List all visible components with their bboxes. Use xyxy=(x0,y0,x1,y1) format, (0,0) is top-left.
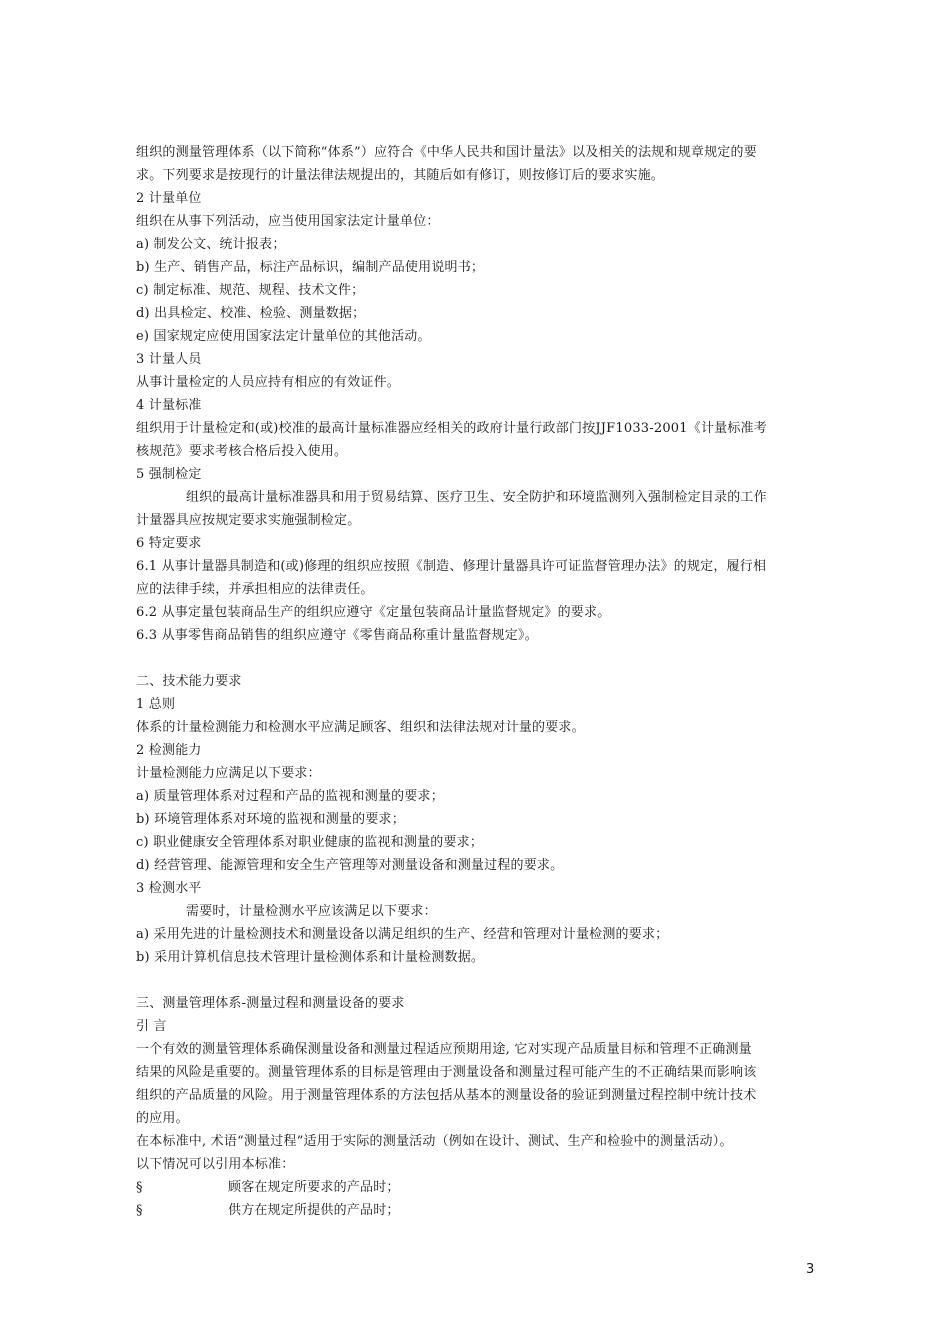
paragraph-line: 组织用于计量检定和(或)校准的最高计量标准器应经相关的政府计量行政部门按JJF1033-2001《计量标准考 xyxy=(136,421,767,436)
blank-line xyxy=(136,647,816,670)
list-item: b) 生产、销售产品，标注产品标识，编制产品使用说明书； xyxy=(136,260,485,275)
paragraph-line: 6.3 从事零售商品销售的组织应遵守《零售商品称重计量监督规定》。 xyxy=(136,628,538,643)
chapter-heading: 三、测量管理体系-测量过程和测量设备的要求 xyxy=(136,996,405,1011)
paragraph-line: 求。下列要求是按现行的计量法律法规提出的，其随后如有修订，则按修订后的要求实施。 xyxy=(136,168,665,183)
paragraph-line: 一个有效的测量管理体系确保测量设备和测量过程适应预期用途, 它对实现产品质量目标和管理不正确测量 xyxy=(136,1042,752,1057)
section-heading: 4 计量标准 xyxy=(136,398,202,413)
section-heading: 5 强制检定 xyxy=(136,467,202,482)
paragraph-line: 组织的测量管理体系（以下简称“体系”）应符合《中华人民共和国计量法》以及相关的法规和规章规定的要 xyxy=(136,145,757,160)
list-item: e) 国家规定应使用国家法定计量单位的其他活动。 xyxy=(136,329,431,344)
list-item: a) 质量管理体系对过程和产品的监视和测量的要求； xyxy=(136,789,444,804)
section-heading: 1 总则 xyxy=(136,697,176,712)
paragraph-line: 计量检测能力应满足以下要求： xyxy=(136,766,321,781)
paragraph-line: 6.2 从事定量包装商品生产的组织应遵守《定量包装商品计量监督规定》的要求。 xyxy=(136,605,611,620)
list-item: c) 职业健康安全管理体系对职业健康的监视和测量的要求； xyxy=(136,835,484,850)
document-body xyxy=(136,141,816,1222)
paragraph-line: 结果的风险是重要的。测量管理体系的目标是管理由于测量设备和测量过程可能产生的不正确结果而影响该 xyxy=(136,1065,757,1080)
blank-line xyxy=(136,969,816,992)
paragraph-line: 核规范》要求考核合格后投入使用。 xyxy=(136,444,348,459)
list-item: a) 采用先进的计量检测技术和测量设备以满足组织的生产、经营和管理对计量检测的要求； xyxy=(136,927,669,942)
list-item: d) 出具检定、校准、检验、测量数据； xyxy=(136,306,366,321)
section-heading: 3 检测水平 xyxy=(136,881,202,896)
paragraph-line: 组织的产品质量的风险。用于测量管理体系的方法包括从基本的测量设备的验证到测量过程控制中统计技术 xyxy=(136,1088,757,1103)
bullet-text: 顾客在规定所要求的产品时； xyxy=(228,1180,400,1195)
bullet-item xyxy=(136,1199,816,1222)
paragraph-line: 体系的计量检测能力和检测水平应满足顾客、组织和法律法规对计量的要求。 xyxy=(136,720,585,735)
list-item: a) 制发公文、统计报表； xyxy=(136,237,286,252)
list-item: d) 经营管理、能源管理和安全生产管理等对测量设备和测量过程的要求。 xyxy=(136,858,564,873)
list-item: b) 环境管理体系对环境的监视和测量的要求； xyxy=(136,812,405,827)
paragraph-line: 的应用。 xyxy=(136,1111,189,1126)
bullet-item xyxy=(136,1176,816,1199)
paragraph-line: 应的法律手续，并承担相应的法律责任。 xyxy=(136,582,374,597)
section-heading: 3 计量人员 xyxy=(136,352,202,367)
paragraph-line: 在本标准中, 术语“测量过程”适用于实际的测量活动（例如在设计、测试、生产和检验中的测量活动）。 xyxy=(136,1134,733,1149)
paragraph-line: 需要时，计量检测水平应该满足以下要求： xyxy=(186,904,437,919)
bullet-text: 供方在规定所提供的产品时； xyxy=(228,1203,400,1218)
list-item: c) 制定标准、规范、规程、技术文件； xyxy=(136,283,365,298)
paragraph-line: 组织在从事下列活动，应当使用国家法定计量单位： xyxy=(136,214,440,229)
bullet-symbol: § xyxy=(136,1203,143,1218)
section-heading: 6 特定要求 xyxy=(136,536,202,551)
paragraph-line: 6.1 从事计量器具制造和(或)修理的组织应按照《制造、修理计量器具许可证监督管理办法》的规定，履行相 xyxy=(136,559,767,574)
paragraph-line: 以下情况可以引用本标准： xyxy=(136,1157,295,1172)
paragraph-line: 组织的最高计量标准器具和用于贸易结算、医疗卫生、安全防护和环境监测列入强制检定目录的工作 xyxy=(186,490,767,505)
section-heading: 引 言 xyxy=(136,1019,167,1034)
section-heading: 2 检测能力 xyxy=(136,743,202,758)
chapter-heading: 二、技术能力要求 xyxy=(136,674,242,689)
paragraph-line: 计量器具应按规定要求实施强制检定。 xyxy=(136,513,361,528)
page-number: 3 xyxy=(806,1262,815,1277)
paragraph-line: 从事计量检定的人员应持有相应的有效证件。 xyxy=(136,375,401,390)
list-item: b) 采用计算机信息技术管理计量检测体系和计量检测数据。 xyxy=(136,950,485,965)
bullet-symbol: § xyxy=(136,1180,143,1195)
section-heading: 2 计量单位 xyxy=(136,191,202,206)
